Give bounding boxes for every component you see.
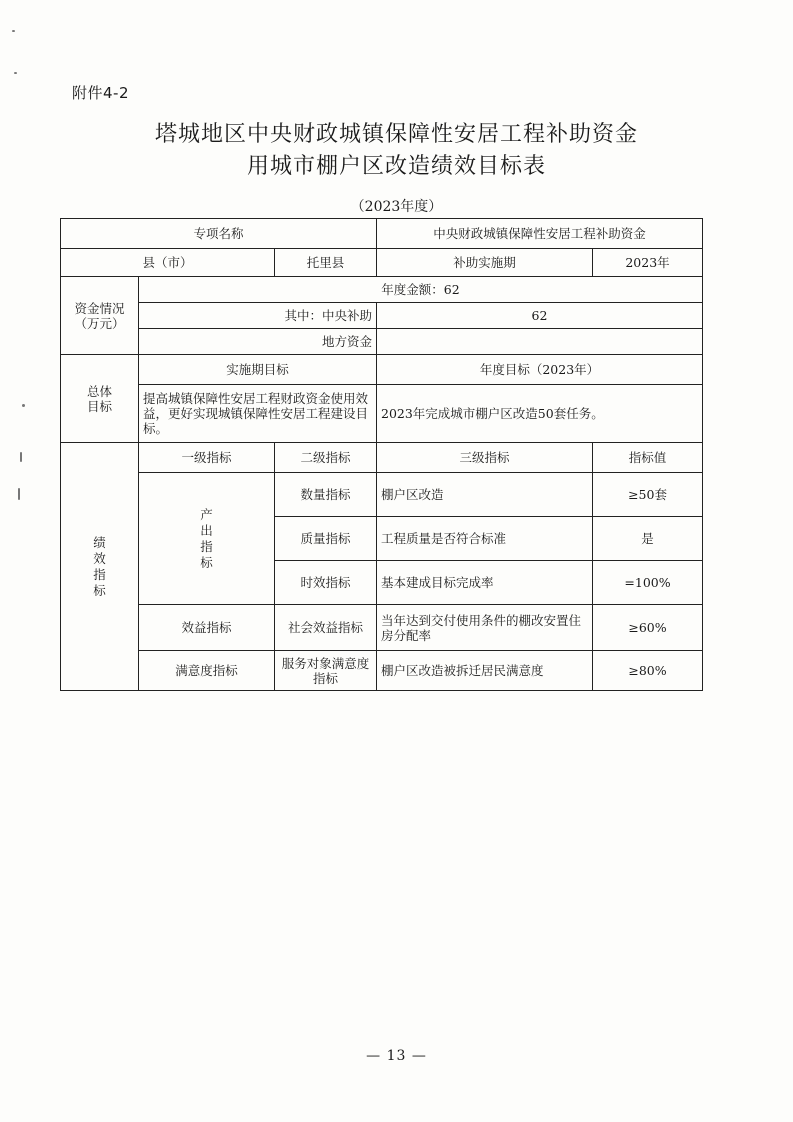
output-level2: 数量指标 <box>275 473 377 517</box>
period-label: 补助实施期 <box>377 249 593 277</box>
central-subsidy-label: 其中：中央补助 <box>139 303 377 329</box>
output-level2: 质量指标 <box>275 517 377 561</box>
table-row <box>61 355 703 385</box>
satisfaction-level2-text: 服务对象满意度指标 <box>281 655 370 686</box>
benefit-level2: 社会效益指标 <box>275 605 377 651</box>
satisfaction-level2 <box>275 651 377 691</box>
table-row <box>61 329 703 355</box>
scan-speck <box>22 404 25 407</box>
scan-speck <box>14 72 17 74</box>
scan-speck <box>18 488 20 500</box>
period-goal-header: 实施期目标 <box>139 355 377 385</box>
funds-label-text: 资金情况（万元） <box>74 300 125 331</box>
local-funds-value <box>377 329 703 355</box>
project-name-value: 中央财政城镇保障性安居工程补助资金 <box>377 219 703 249</box>
benefit-level1: 效益指标 <box>139 605 275 651</box>
overall-goal-label-text: 总体目标 <box>86 383 112 414</box>
project-name-label: 专项名称 <box>61 219 377 249</box>
performance-target-table <box>60 218 703 691</box>
overall-goal-label <box>61 355 139 443</box>
attachment-label: 附件4-2 <box>72 84 129 102</box>
table-row <box>61 249 703 277</box>
header-value: 指标值 <box>593 443 703 473</box>
county-label: 县（市） <box>61 249 275 277</box>
satisfaction-level1: 满意度指标 <box>139 651 275 691</box>
funds-label <box>61 277 139 355</box>
performance-indicators-text: 绩效指标 <box>93 534 106 598</box>
benefit-level3: 当年达到交付使用条件的棚改安置住房分配率 <box>377 605 593 651</box>
scan-speck <box>20 452 22 462</box>
annual-goal-header: 年度目标（2023年） <box>377 355 703 385</box>
page-number: — 13 — <box>366 1048 427 1064</box>
table-row <box>61 219 703 249</box>
period-goal-text: 提高城镇保障性安居工程财政资金使用效益，更好实现城镇保障性安居工程建设目标。 <box>139 385 377 443</box>
table-row <box>61 277 703 303</box>
document-title-line1: 塔城地区中央财政城镇保障性安居工程补助资金 <box>154 122 638 147</box>
annual-goal-text: 2023年完成城市棚户区改造50套任务。 <box>377 385 703 443</box>
local-funds-label: 地方资金 <box>139 329 377 355</box>
document-title-line2: 用城市棚户区改造绩效目标表 <box>246 154 546 179</box>
performance-indicators-label <box>61 443 139 691</box>
output-level3: 基本建成目标完成率 <box>377 561 593 605</box>
scan-speck <box>12 30 15 32</box>
output-level2: 时效指标 <box>275 561 377 605</box>
table-row <box>61 385 703 443</box>
header-level1: 一级指标 <box>139 443 275 473</box>
output-indicators-text: 产出指标 <box>200 506 213 570</box>
table-row <box>61 473 703 517</box>
output-value: =100% <box>593 561 703 605</box>
header-level2: 二级指标 <box>275 443 377 473</box>
satisfaction-value: ≥80% <box>593 651 703 691</box>
central-subsidy-value: 62 <box>377 303 703 329</box>
output-value: ≥50套 <box>593 473 703 517</box>
benefit-value: ≥60% <box>593 605 703 651</box>
output-indicators-label <box>139 473 275 605</box>
header-level3: 三级指标 <box>377 443 593 473</box>
annual-amount: 年度金额：62 <box>139 277 703 303</box>
table-row <box>61 605 703 651</box>
period-value: 2023年 <box>593 249 703 277</box>
county-value: 托里县 <box>275 249 377 277</box>
output-level3: 棚户区改造 <box>377 473 593 517</box>
output-level3: 工程质量是否符合标准 <box>377 517 593 561</box>
table-row <box>61 303 703 329</box>
table-row <box>61 651 703 691</box>
output-value: 是 <box>593 517 703 561</box>
satisfaction-level3: 棚户区改造被拆迁居民满意度 <box>377 651 593 691</box>
year-subtitle: （2023年度） <box>350 199 443 215</box>
table-row <box>61 443 703 473</box>
